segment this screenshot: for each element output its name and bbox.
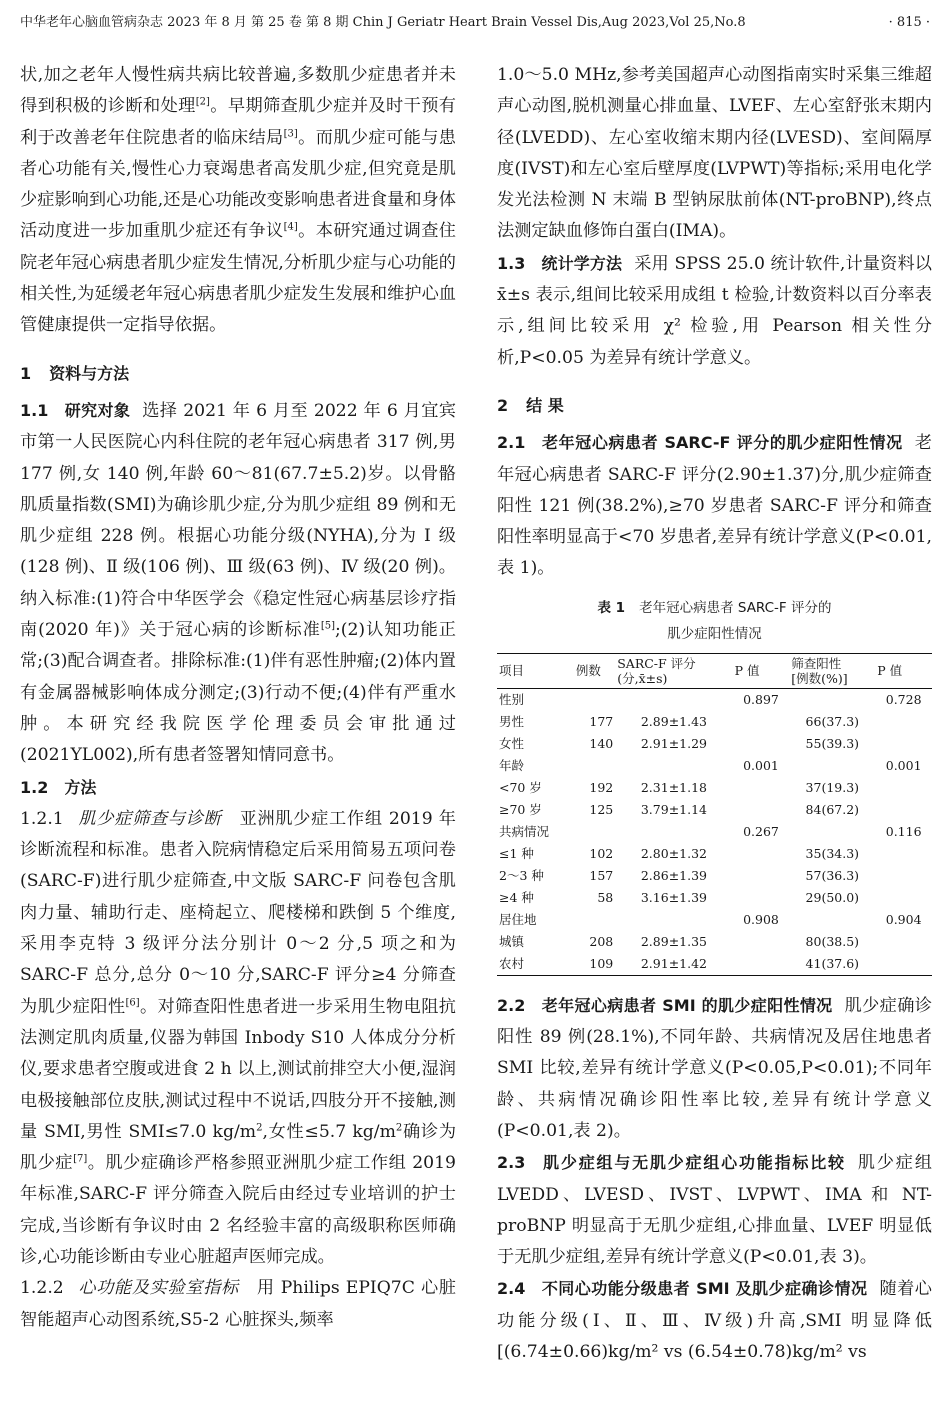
table-row — [497, 931, 932, 953]
paragraph-result-2-2: 2.2 老年冠心病患者 SMI 的肌少症阳性情况 肌少症确诊阳性 89 例(28.1%),不同年龄、共病情况及居住地患者 SMI 比较,差异有统计学意义(P<0.05,P<0.01);不同年龄、共病情况确诊阳性率比较,差异有统计学意义(P<0.01,表 2)。 — [497, 995, 932, 1141]
table-cell: 0.897 — [743, 691, 779, 707]
table-cell: 177 — [589, 713, 614, 729]
table-cell — [733, 865, 790, 887]
table-cell — [574, 821, 615, 843]
table-cell — [789, 755, 875, 777]
table-row — [497, 821, 932, 843]
citation-ref[interactable]: [7] — [73, 1153, 88, 1165]
section-heading-results: 2 结 果 — [497, 395, 564, 415]
table-row — [497, 909, 932, 931]
table-cell — [733, 953, 790, 976]
paragraph-statistics: 1.3 统计学方法 采用 SPSS 25.0 统计软件,计量资料以 x̄±s 表示,组间比较采用成组 t 检验,计数资料以百分率表示,组间比较采用 χ² 检验,用 Pearson 相关性分析,P<0.05 为差异有统计学意义。 — [497, 253, 932, 368]
table-row — [497, 887, 932, 909]
table-cell: 58 — [597, 889, 614, 905]
table-cell: 84(67.2) — [805, 801, 860, 817]
intro-paragraph: 状,加之老年人慢性病共病比较普遍,多数肌少症患者并未得到积极的诊断和处理[2]。早期筛查肌少症并及时干预有利于改善老年住院患者的临床结局[3]。而肌少症可能与患者心功能有关,慢性心力衰竭患者高发肌少症,但究竟是肌少症影响到心功能,还是心功能改变影响患者进食量和身体活动度进一步加重肌少症还有争议[4]。本研究通过调查住院老年冠心病患者肌少症发生情况,分析肌少症与心功能的相关性,为延缓老年冠心病患者肌少症发生发展和维护心血管健康提供一定指导依据。 — [20, 65, 456, 336]
table-cell: ≥4 种 — [499, 889, 534, 905]
table-cell: 年龄 — [499, 757, 525, 773]
paragraph-cardiac: 1.2.2 心功能及实验室指标 用 Philips EPIQ7C 心脏智能超声心动图系统,S5-2 心脏探头,频率 — [20, 1278, 456, 1330]
citation-ref[interactable]: [2] — [195, 96, 210, 108]
table-header-cell: 例数 — [574, 653, 615, 688]
table-cell — [875, 843, 932, 865]
table-cell: 性别 — [499, 691, 525, 707]
table-row — [497, 799, 932, 821]
paragraph-screening: 1.2.1 肌少症筛查与诊断 亚洲肌少症工作组 2019 年诊断流程和标准。患者入院病情稳定后采用简易五项问卷(SARC-F)进行肌少症筛查,中文版 SARC-F 问卷包含肌肉力量、辅助行走、座椅起立、爬楼梯和跌倒 5 个维度,采用李克特 3 级评分法分别计 0～2 分,5 项之和为 SARC-F 总分,总分 0～10 分,SARC-F 评分≥4 分筛查为肌少症阳性[6]。对筛查阳性患者进一步采用生物电阻抗法测定肌肉质量,仪器为韩国 Inbody S10 人体成分分析仪,要求患者空腹或进食 2 h 以上,测试前排空大小便,湿润电极接触部位皮肤,测试过程中不说话,四肢分开不接触,测量 SMI,男性 SMI≤7.0 $kg/m^2$,女性≤5.7 $kg/m^2$确诊为肌少症[7]。肌少症确诊严格参照亚洲肌少症工作组 2019 年标准,SARC-F 评分筛查入院后由经过专业培训的护士完成,当诊断有争议时由 2 名经验丰富的高级职称医师确诊,心功能诊断由专业心脏超声医师完成。 — [20, 808, 457, 1267]
journal-citation: 中华老年心脑血管病杂志 2023 年 8 月 第 25 卷 第 8 期 Chin J Geriatr Heart Brain Vessel Dis,Aug 2023,Vol 25,No.8 — [20, 15, 746, 30]
table-cell: 2.86±1.39 — [640, 867, 707, 883]
citation-ref[interactable]: [4] — [283, 221, 298, 233]
table-cell: 0.908 — [743, 911, 779, 927]
table-row — [497, 777, 932, 799]
subsection-heading-methods: 1.2 方法 — [20, 777, 97, 797]
table-cell: 3.79±1.14 — [640, 801, 707, 817]
table-cell: 男性 — [499, 713, 525, 729]
table-cell: 140 — [589, 735, 614, 751]
table-cell — [875, 931, 932, 953]
table-cell — [789, 821, 875, 843]
table-cell: ≥70 岁 — [499, 801, 542, 817]
table-cell: 37(19.3) — [805, 779, 860, 795]
table-cell — [733, 887, 790, 909]
table-header-cell: P 值 — [733, 653, 790, 688]
section-heading-methods: 1 资料与方法 — [20, 363, 130, 383]
table-cell: 80(38.5) — [805, 933, 860, 949]
table-cell: 208 — [589, 933, 614, 949]
table-cell: 29(50.0) — [805, 889, 860, 905]
table-cell — [875, 865, 932, 887]
table-cell — [875, 799, 932, 821]
table-cell: 2.91±1.29 — [640, 735, 707, 751]
table-cell — [574, 688, 615, 711]
table-cell — [875, 711, 932, 733]
table-cell: 女性 — [499, 735, 525, 751]
paragraph-result-2-1: 2.1 老年冠心病患者 SARC-F 评分的肌少症阳性情况 老年冠心病患者 SARC-F 评分(2.90±1.37)分,肌少症筛查阳性 121 例(38.2%),≥70 岁患者 SARC-F 评分和筛查阳性率明显高于<70 岁患者,差异有统计学意义(P<0.01,表 1)。 — [497, 433, 932, 579]
table-row — [497, 688, 932, 711]
table-cell: 城镇 — [499, 933, 525, 949]
citation-ref[interactable]: [6] — [125, 996, 140, 1008]
table-cell: 41(37.6) — [789, 953, 875, 976]
table-cell: 2.80±1.32 — [640, 845, 707, 861]
table-cell: 0.001 — [885, 757, 922, 773]
table-cell — [733, 799, 790, 821]
table-cell: 2～3 种 — [499, 867, 544, 883]
table-cell — [615, 755, 732, 777]
table-header-cell: 项目 — [497, 653, 574, 688]
table-cell: 共病情况 — [499, 823, 550, 839]
table-cell — [574, 909, 615, 931]
table-cell — [615, 688, 732, 711]
table-cell: 农村 — [497, 953, 574, 976]
table-cell — [733, 931, 790, 953]
table-cell: 35(34.3) — [805, 845, 860, 861]
table-cell: 157 — [589, 867, 614, 883]
table-row — [497, 733, 932, 755]
table-cell: 57(36.3) — [805, 867, 860, 883]
table-cell — [733, 733, 790, 755]
left-column — [20, 60, 456, 1336]
table-cell: 66(37.3) — [805, 713, 860, 729]
table-cell: 109 — [574, 953, 615, 976]
citation-ref[interactable]: [5] — [320, 620, 335, 632]
table-cell: 0.116 — [885, 823, 922, 839]
table-cell — [733, 843, 790, 865]
table-cell: <70 岁 — [499, 779, 542, 795]
table-row — [497, 843, 932, 865]
running-header — [20, 14, 930, 32]
table-header-cell: SARC-F 评分 (分,x̄±s) — [615, 653, 732, 688]
paragraph-result-2-4: 2.4 不同心功能分级患者 SMI 及肌少症确诊情况 随着心功能分级(Ⅰ、Ⅱ、Ⅲ、Ⅳ级)升高,SMI 明显降低[(6.74±0.66)kg/m² vs (6.54±0.78)kg/m² vs — [497, 1279, 932, 1363]
table-cell — [789, 688, 875, 711]
table-cell: 192 — [589, 779, 614, 795]
table-cell: 125 — [589, 801, 614, 817]
table-cell — [875, 887, 932, 909]
table-caption: 表 1 老年冠心病患者 SARC-F 评分的 肌少症阳性情况 — [597, 599, 832, 642]
table-row — [497, 711, 932, 733]
page-number: · 815 · — [888, 15, 930, 30]
table-row — [497, 755, 932, 777]
citation-ref[interactable]: [3] — [283, 127, 298, 139]
table-cell — [789, 909, 875, 931]
table-cell: 2.89±1.35 — [640, 933, 707, 949]
table-row — [497, 865, 932, 887]
table-cell: 0.904 — [885, 911, 922, 927]
paragraph-result-2-3: 2.3 肌少症组与无肌少症组心功能指标比较 肌少症组 LVEDD、LVESD、IVST、LVPWT、IMA 和 NT-proBNP 明显高于无肌少症组,心排血量、LVEF 明显低于无肌少症组,差异有统计学意义(P<0.01,表 3)。 — [497, 1153, 932, 1268]
table-cell: ≤1 种 — [499, 845, 534, 861]
table-cell: 2.89±1.43 — [640, 713, 707, 729]
table-cell — [733, 777, 790, 799]
table-1 — [497, 653, 932, 976]
table-cell — [875, 777, 932, 799]
table-header-cell: 筛查阳性 [例数(%)] — [789, 653, 875, 688]
table-cell: 55(39.3) — [805, 735, 860, 751]
paragraph-cardiac-cont: 1.0～5.0 MHz,参考美国超声心动图指南实时采集三维超声心动图,脱机测量心排血量、LVEF、左心室舒张末期内径(LVEDD)、左心室收缩末期内径(LVESD)、室间隔厚度(IVST)和左心室后壁厚度(LVPWT)等指标;采用电化学发光法检测 N 末端 B 型钠尿肽前体(NT-proBNP),终点法测定缺血修饰白蛋白(IMA)。 — [497, 65, 932, 242]
table-cell: 102 — [589, 845, 614, 861]
table-row — [497, 953, 932, 976]
table-cell: 0.267 — [743, 823, 779, 839]
table-cell: 3.16±1.39 — [640, 889, 707, 905]
table-cell — [615, 909, 732, 931]
table-cell — [875, 953, 932, 976]
table-cell — [875, 733, 932, 755]
table-header-cell: P 值 — [875, 653, 932, 688]
table-cell — [615, 821, 732, 843]
table-cell: 2.91±1.42 — [615, 953, 732, 976]
right-column — [497, 60, 932, 1368]
paragraph-subjects: 1.1 研究对象 选择 2021 年 6 月至 2022 年 6 月宜宾市第一人民医院心内科住院的老年冠心病患者 317 例,男 177 例,女 140 例,年龄 60～81(67.7±5.2)岁。以骨骼肌质量指数(SMI)为确诊肌少症,分为肌少症组 89 例和无肌少症组 228 例。根据心功能分级(NYHA),分为 Ⅰ 级(128 例)、Ⅱ 级(106 例)、Ⅲ 级(63 例)、Ⅳ 级(20 例)。纳入标准:(1)符合中华医学会《稳定性冠心病基层诊疗指南(2020 年)》关于冠心病的诊断标准[5];(2)认知功能正常;(3)配合调查者。排除标准:(1)伴有恶性肿瘤;(2)体内置有金属器械影响体成分测定;(3)行动不便;(4)伴有严重水肿。本研究经我院医学伦理委员会审批通过(2021YL002),所有患者签署知情同意书。 — [20, 400, 456, 766]
table-cell — [574, 755, 615, 777]
table-cell: 2.31±1.18 — [640, 779, 707, 795]
table-cell: 居住地 — [499, 911, 537, 927]
table-cell: 0.728 — [885, 691, 922, 707]
table-cell: 0.001 — [743, 757, 779, 773]
table-cell — [733, 711, 790, 733]
